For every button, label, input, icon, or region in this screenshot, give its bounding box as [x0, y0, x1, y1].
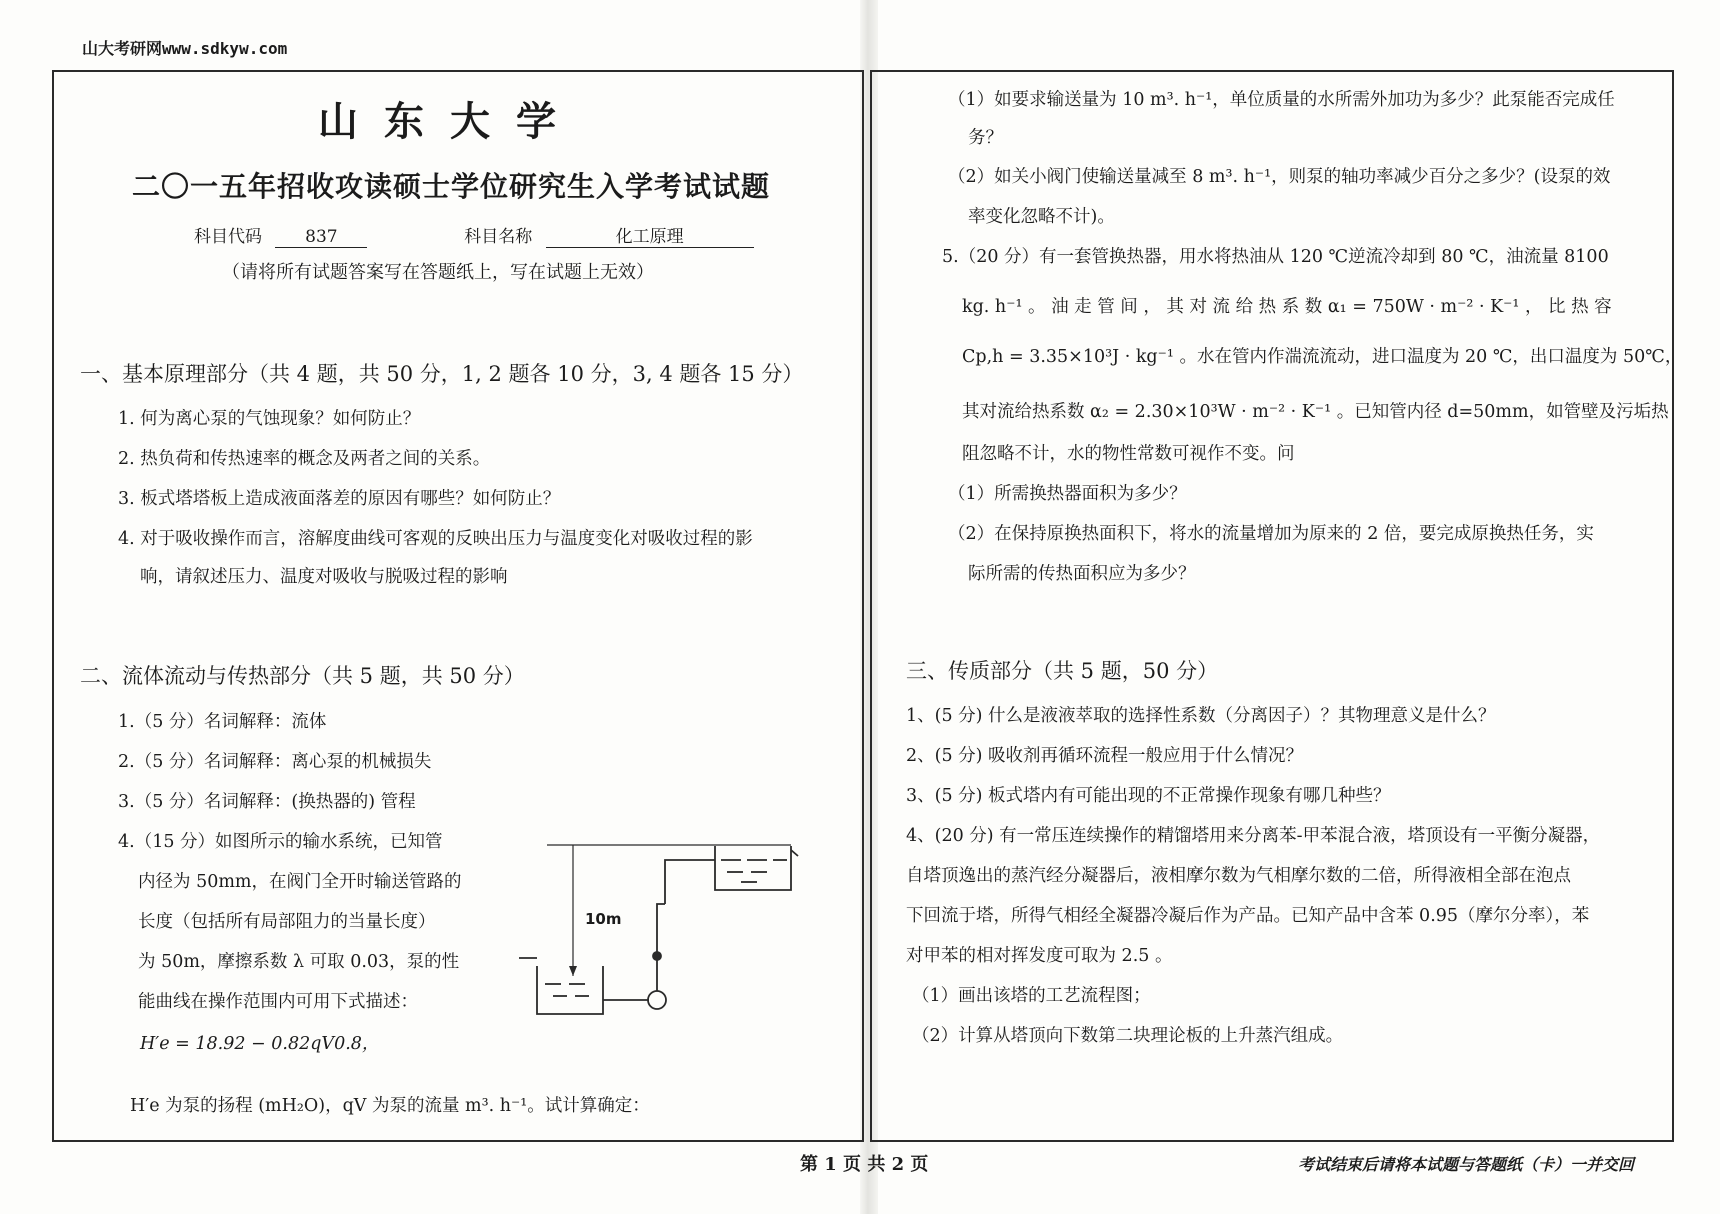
- s2-q5-line5: 阻忽略不计，水的物性常数可视作不变。问: [962, 444, 1295, 464]
- s2-q5-line2: kg. h⁻¹ 。 油 走 管 间 ， 其 对 流 给 热 系 数 α₁ = 750W · m⁻² · K⁻¹ ， 比 热 容: [962, 297, 1612, 317]
- s1-q1: 1. 何为离心泵的气蚀现象？如何防止？: [118, 409, 421, 429]
- university-title: 山东大学: [318, 98, 582, 145]
- site-header: 山大考研网www.sdkyw.com: [82, 39, 288, 58]
- pump-formula: H′e = 18.92 − 0.82qV0.8，: [140, 1034, 380, 1054]
- section1-title: 一、基本原理部分（共 4 题，共 50 分，1, 2 题各 10 分，3, 4 题各 15 分）: [80, 362, 804, 386]
- exam-title: 二〇一五年招收攻读硕士学位研究生入学考试试题: [132, 170, 771, 203]
- s2-q4-sub1-line2: 务？: [968, 128, 1003, 148]
- s2-q1: 1.（5 分）名词解释：流体: [118, 712, 327, 732]
- s2-q4-sub2-line1: （2）如关小阀门使输送量减至 8 m³. h⁻¹，则泵的轴功率减少百分之多少？(设泵的效: [948, 167, 1611, 187]
- s1-q4-line2: 响，请叙述压力、温度对吸收与脱吸过程的影响: [140, 567, 508, 587]
- s2-q4-line5: 能曲线在操作范围内可用下式描述：: [138, 992, 418, 1012]
- s3-q4-sub1: （1）画出该塔的工艺流程图；: [912, 986, 1151, 1006]
- s3-q4-line1: 4、(20 分) 有一常压连续操作的精馏塔用来分离苯-甲苯混合液，塔顶设有一平衡分凝器，: [906, 826, 1601, 846]
- s3-q2: 2、(5 分) 吸收剂再循环流程一般应用于什么情况？: [906, 746, 1304, 766]
- s2-q5-sub2-line1: （2）在保持原换热面积下，将水的流量增加为原来的 2 倍，要完成原换热任务，实: [948, 524, 1594, 544]
- water-system-figure: [505, 830, 805, 1020]
- s2-q2: 2.（5 分）名词解释：离心泵的机械损失: [118, 752, 432, 772]
- s1-q3: 3. 板式塔塔板上造成液面落差的原因有哪些？如何防止？: [118, 489, 561, 509]
- pump-icon: [648, 991, 666, 1009]
- lower-tank: [537, 966, 603, 1014]
- upper-tank: [715, 846, 791, 890]
- s3-q4-line4: 对甲苯的相对挥发度可取为 2.5 。: [906, 946, 1173, 966]
- s1-q4-line1: 4. 对于吸收操作而言，溶解度曲线可客观的反映出压力与温度变化对吸收过程的影: [118, 529, 753, 549]
- page-number: 第 1 页 共 2 页: [800, 1154, 929, 1175]
- subject-meta: [194, 222, 754, 248]
- s1-q2: 2. 热负荷和传热速率的概念及两者之间的关系。: [118, 449, 491, 469]
- s3-q1: 1、(5 分) 什么是液液萃取的选择性系数（分离因子）？其物理意义是什么？: [906, 706, 1496, 726]
- section3-title: 三、传质部分（共 5 题，50 分）: [906, 659, 1219, 683]
- s2-q4-line2: 内径为 50mm，在阀门全开时输送管路的: [138, 872, 462, 892]
- figure-height-label: 10m: [585, 910, 622, 928]
- s2-q4-line3: 长度（包括所有局部阻力的当量长度）: [138, 912, 436, 932]
- subject-code-label: 科目代码: [194, 227, 262, 247]
- s2-q4-sub2-line2: 率变化忽略不计)。: [968, 207, 1115, 227]
- s2-q4-line4: 为 50m，摩擦系数 λ 可取 0.03，泵的性: [138, 952, 460, 972]
- s3-q4-line3: 下回流于塔，所得气相经全凝器冷凝后作为产品。已知产品中含苯 0.95（摩尔分率），苯: [906, 906, 1590, 926]
- return-notice: 考试结束后请将本试题与答题纸（卡）一并交回: [1298, 1155, 1635, 1174]
- s2-q5-line3: Cp,h = 3.35×10³J · kg⁻¹ 。水在管内作湍流流动，进口温度为 20 ℃，出口温度为 50℃，: [962, 347, 1683, 367]
- s2-q3: 3.（5 分）名词解释：(换热器的) 管程: [118, 792, 416, 812]
- s2-q5-line1: 5.（20 分）有一套管换热器，用水将热油从 120 ℃逆流冷却到 80 ℃，油流量 8100: [942, 247, 1609, 267]
- valve-icon: [653, 952, 661, 960]
- s2-q4-line1: 4.（15 分）如图所示的输水系统，已知管: [118, 832, 443, 852]
- s3-q4-line2: 自塔顶逸出的蒸汽经分凝器后，液相摩尔数为气相摩尔数的二倍，所得液相全部在泡点: [906, 866, 1571, 886]
- s3-q3: 3、(5 分) 板式塔内有可能出现的不正常操作现象有哪几种些？: [906, 786, 1391, 806]
- subject-name-label: 科目名称: [464, 227, 533, 247]
- s2-q5-sub2-line2: 际所需的传热面积应为多少？: [968, 564, 1196, 584]
- section2-title: 二、流体流动与传热部分（共 5 题，共 50 分）: [80, 664, 525, 688]
- s2-q4-line6: H′e 为泵的扬程 (mH₂O)，qV 为泵的流量 m³. h⁻¹。试计算确定：: [130, 1096, 650, 1116]
- s2-q5-line4: 其对流给热系数 α₂ = 2.30×10³W · m⁻² · K⁻¹ 。已知管内径 d=50mm，如管壁及污垢热: [962, 402, 1669, 422]
- s2-q5-sub1: （1）所需换热器面积为多少？: [948, 484, 1187, 504]
- subject-name: 化工原理: [546, 222, 754, 248]
- s3-q4-sub2: （2）计算从塔顶向下数第二块理论板的上升蒸汽组成。: [912, 1026, 1344, 1046]
- s2-q4-sub1-line1: （1）如要求输送量为 10 m³. h⁻¹，单位质量的水所需外加功为多少？此泵能否完成任: [948, 90, 1615, 110]
- exam-notice: （请将所有试题答案写在答题纸上，写在试题上无效）: [222, 262, 654, 283]
- subject-code: 837: [275, 227, 367, 248]
